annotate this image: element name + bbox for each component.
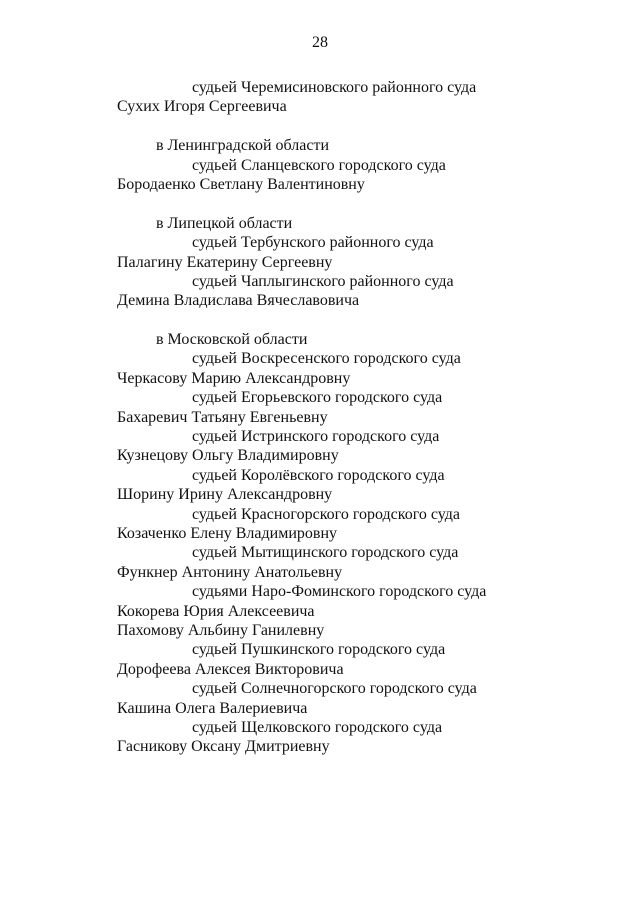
person-name-line: Гасникову Оксану Дмитриевну [117, 738, 330, 756]
block-spacer [117, 117, 617, 136]
region-heading: в Московской области [156, 331, 308, 349]
person-name-line: Бахаревич Татьяну Евгеньевну [117, 408, 328, 426]
person-name-line: Палагину Екатерину Сергеевну [117, 253, 333, 271]
court-position-line: судьей Истринского городского суда [192, 428, 440, 446]
page-number: 28 [312, 34, 328, 51]
block-spacer [117, 311, 617, 330]
person-name-line: Бородаенко Светлану Валентиновну [117, 175, 365, 193]
region-heading: в Ленинградской области [156, 137, 329, 155]
block-spacer [117, 194, 617, 213]
region-heading: в Липецкой области [156, 214, 293, 232]
appointment-list [117, 78, 617, 757]
person-name-line: Козаченко Елену Владимировну [117, 524, 338, 542]
person-name-line: Сухих Игоря Сергеевича [117, 98, 287, 116]
court-position-line: судьей Сланцевского городского суда [192, 156, 446, 174]
person-name-line: Кашина Олега Валериевича [117, 699, 308, 717]
court-position-line: судьей Красногорского городского суда [192, 505, 461, 523]
court-position-line: судьей Мытищинского городского суда [192, 544, 459, 562]
person-name-line: Шорину Ирину Александровну [117, 486, 333, 504]
court-position-line: судьей Пушкинского городского суда [192, 641, 446, 659]
court-position-line: судьями Наро-Фоминского городского суда [192, 583, 487, 601]
person-name-line: Дорофеева Алексея Викторовича [117, 660, 344, 678]
person-name-line: Кокорева Юрия Алексеевича [117, 602, 315, 620]
court-position-line: судьей Чаплыгинского районного суда [192, 272, 454, 290]
person-name-line: Демина Владислава Вячеславовича [117, 292, 360, 310]
person-name-line: Пахомову Альбину Ганилевну [117, 621, 325, 639]
court-position-line: судьей Солнечногорского городского суда [192, 680, 477, 698]
court-position-line: судьей Тербунского районного суда [192, 234, 434, 252]
court-position-line: судьей Черемисиновского районного суда [192, 79, 477, 96]
person-name-line: Черкасову Марию Александровну [117, 369, 351, 387]
court-position-line: судьей Воскресенского городского суда [192, 350, 461, 368]
court-position-line: судьей Королёвского городского суда [192, 466, 445, 484]
person-name-line: Функнер Антонину Анатольевну [117, 563, 343, 581]
person-name-line: Кузнецову Ольгу Владимировну [117, 447, 339, 465]
court-position-line: судьей Щелковского городского суда [192, 718, 443, 736]
court-position-line: судьей Егорьевского городского суда [192, 389, 443, 407]
